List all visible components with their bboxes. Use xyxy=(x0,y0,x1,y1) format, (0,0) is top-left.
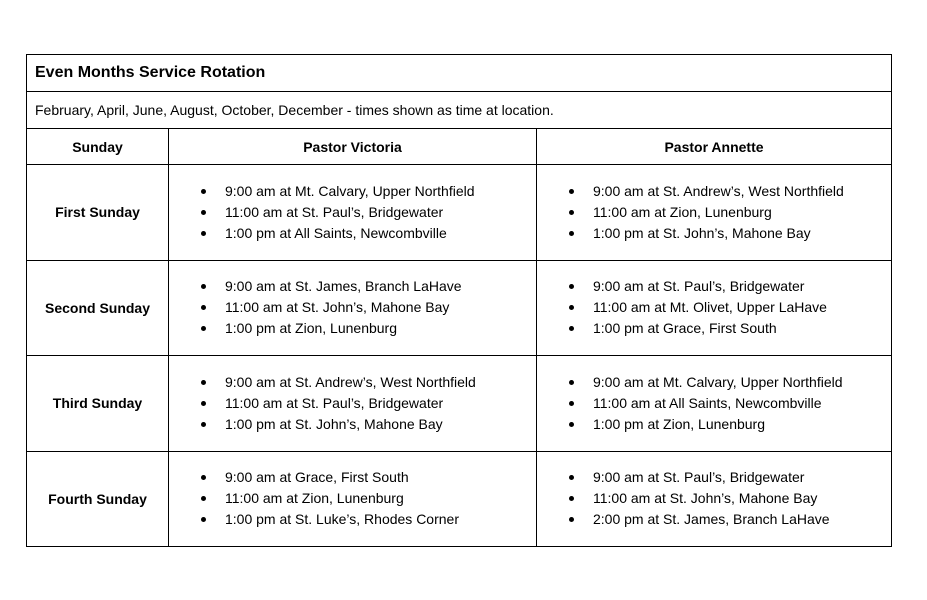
service-text: 1:00 pm at Zion, Lunenburg xyxy=(225,320,398,337)
bullet-icon xyxy=(569,189,574,194)
bullet-icon xyxy=(201,189,206,194)
title-row xyxy=(27,55,892,92)
service-text: 9:00 am at St. James, Branch LaHave xyxy=(225,278,462,295)
subtitle-row xyxy=(27,92,892,129)
service-list xyxy=(537,467,891,530)
bullet-icon xyxy=(569,422,574,427)
service-item xyxy=(199,297,536,318)
schedule-cell-annette xyxy=(537,451,892,547)
service-text: 1:00 pm at St. John’s, Mahone Bay xyxy=(593,224,811,241)
service-text: 11:00 am at All Saints, Newcombville xyxy=(593,394,822,411)
table-subtitle: February, April, June, August, October, December - times shown as time at location. xyxy=(27,92,892,129)
service-item xyxy=(567,318,891,339)
bullet-icon xyxy=(201,210,206,215)
schedule-cell-victoria xyxy=(169,451,537,547)
service-text: 11:00 am at St. John’s, Mahone Bay xyxy=(225,299,450,316)
service-item xyxy=(199,318,536,339)
table-title: Even Months Service Rotation xyxy=(27,55,892,92)
bullet-icon xyxy=(201,401,206,406)
service-text: 1:00 pm at St. John’s, Mahone Bay xyxy=(225,415,443,432)
bullet-icon xyxy=(569,326,574,331)
service-text: 9:00 am at St. Andrew’s, West Northfield xyxy=(593,182,844,199)
service-text: 1:00 pm at Grace, First South xyxy=(593,320,777,337)
sunday-label: Second Sunday xyxy=(27,260,169,356)
service-item xyxy=(567,414,891,435)
schedule-cell-victoria xyxy=(169,356,537,452)
service-list xyxy=(537,276,891,339)
header-pastor-annette: Pastor Annette xyxy=(537,129,892,165)
bullet-icon xyxy=(569,380,574,385)
service-text: 1:00 pm at St. Luke’s, Rhodes Corner xyxy=(225,511,459,528)
table-body xyxy=(27,55,892,547)
service-item xyxy=(199,414,536,435)
bullet-icon xyxy=(201,284,206,289)
table-row xyxy=(27,451,892,547)
service-item xyxy=(567,297,891,318)
service-text: 9:00 am at St. Paul’s, Bridgewater xyxy=(593,278,805,295)
service-item xyxy=(567,276,891,297)
service-text: 9:00 am at Mt. Calvary, Upper Northfield xyxy=(593,373,843,390)
bullet-icon xyxy=(201,496,206,501)
bullet-icon xyxy=(569,231,574,236)
service-text: 11:00 am at Zion, Lunenburg xyxy=(225,490,404,507)
service-text: 9:00 am at Grace, First South xyxy=(225,469,409,486)
service-item xyxy=(567,488,891,509)
bullet-icon xyxy=(569,210,574,215)
service-text: 9:00 am at St. Andrew’s, West Northfield xyxy=(225,373,476,390)
table-row xyxy=(27,165,892,261)
bullet-icon xyxy=(569,475,574,480)
bullet-icon xyxy=(569,401,574,406)
service-list xyxy=(169,181,536,244)
sunday-label: Fourth Sunday xyxy=(27,451,169,547)
service-item xyxy=(567,467,891,488)
bullet-icon xyxy=(569,517,574,522)
table-row xyxy=(27,260,892,356)
service-text: 11:00 am at St. Paul’s, Bridgewater xyxy=(225,394,444,411)
service-item xyxy=(199,488,536,509)
bullet-icon xyxy=(201,422,206,427)
service-item xyxy=(199,276,536,297)
header-sunday: Sunday xyxy=(27,129,169,165)
service-text: 11:00 am at St. Paul’s, Bridgewater xyxy=(225,203,444,220)
service-text: 1:00 pm at All Saints, Newcombville xyxy=(225,224,447,241)
service-item xyxy=(199,509,536,530)
service-list xyxy=(537,181,891,244)
bullet-icon xyxy=(201,380,206,385)
service-item xyxy=(199,467,536,488)
header-pastor-victoria: Pastor Victoria xyxy=(169,129,537,165)
service-text: 9:00 am at Mt. Calvary, Upper Northfield xyxy=(225,182,475,199)
bullet-icon xyxy=(569,496,574,501)
service-text: 11:00 am at St. John’s, Mahone Bay xyxy=(593,490,818,507)
bullet-icon xyxy=(201,305,206,310)
schedule-cell-victoria xyxy=(169,260,537,356)
header-row xyxy=(27,129,892,165)
service-text: 9:00 am at St. Paul’s, Bridgewater xyxy=(593,469,805,486)
bullet-icon xyxy=(201,475,206,480)
schedule-cell-annette xyxy=(537,165,892,261)
service-text: 11:00 am at Zion, Lunenburg xyxy=(593,203,772,220)
service-item xyxy=(567,509,891,530)
bullet-icon xyxy=(201,231,206,236)
service-item xyxy=(199,223,536,244)
service-text: 11:00 am at Mt. Olivet, Upper LaHave xyxy=(593,299,827,316)
sunday-label: Third Sunday xyxy=(27,356,169,452)
service-rotation-table xyxy=(26,54,892,547)
service-item xyxy=(567,202,891,223)
schedule-cell-victoria xyxy=(169,165,537,261)
service-item xyxy=(199,181,536,202)
bullet-icon xyxy=(569,305,574,310)
table-row xyxy=(27,356,892,452)
service-text: 2:00 pm at St. James, Branch LaHave xyxy=(593,511,830,528)
service-list xyxy=(537,372,891,435)
service-item xyxy=(567,372,891,393)
service-item xyxy=(567,181,891,202)
service-item xyxy=(567,223,891,244)
schedule-cell-annette xyxy=(537,260,892,356)
service-item xyxy=(199,393,536,414)
sunday-label: First Sunday xyxy=(27,165,169,261)
service-item xyxy=(199,202,536,223)
service-text: 1:00 pm at Zion, Lunenburg xyxy=(593,415,766,432)
bullet-icon xyxy=(201,326,206,331)
service-item xyxy=(199,372,536,393)
service-item xyxy=(567,393,891,414)
service-list xyxy=(169,372,536,435)
bullet-icon xyxy=(201,517,206,522)
service-list xyxy=(169,467,536,530)
service-list xyxy=(169,276,536,339)
bullet-icon xyxy=(569,284,574,289)
schedule-cell-annette xyxy=(537,356,892,452)
